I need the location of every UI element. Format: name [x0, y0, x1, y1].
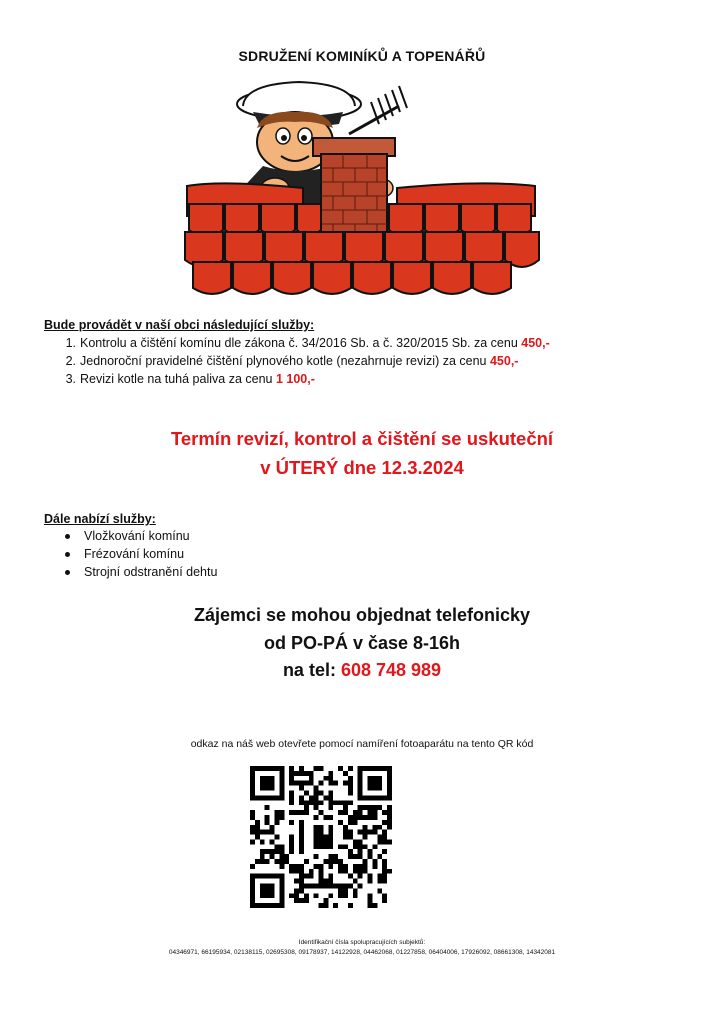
service-text: Kontrolu a čištění komínu dle zákona č. 34/2016 Sb. a č. 320/2015 Sb. za cenu [80, 336, 522, 350]
service-price: 1 100,- [275, 372, 315, 386]
extra-services-heading: Dále nabízí služby: [44, 512, 156, 526]
phone-number[interactable]: 608 748 989 [340, 660, 442, 680]
service-number: 1. [65, 336, 76, 350]
service-text: Revizi kotle na tuhá paliva za cenu [80, 372, 276, 386]
service-number: 3. [65, 372, 76, 386]
service-text: Jednoroční pravidelné čištění plynového kotle (nezahrnuje revizi) za cenu [80, 354, 490, 368]
qr-code-icon[interactable] [250, 766, 392, 908]
extra-services-list [62, 527, 217, 581]
qr-caption: odkaz na náš web otevřete pomocí namíření fotoaparátu na tento QR kód [190, 738, 534, 750]
services-list [58, 334, 550, 388]
extra-service-item [62, 527, 217, 545]
bullet-icon [65, 570, 70, 575]
headline-date: v ÚTERÝ dne 12.3.2024 [260, 457, 464, 478]
extra-service-text: Vložkování komínu [84, 529, 190, 543]
bullet-icon [65, 552, 70, 557]
service-item [58, 334, 550, 352]
service-price: 450,- [489, 354, 519, 368]
contact-line-1: Zájemci se mohou objednat telefonicky [193, 605, 531, 625]
extra-service-text: Strojní odstranění dehtu [84, 565, 218, 579]
footer-label: Identifikační čísla spolupracujících subjektů: [298, 939, 426, 946]
service-price: 450,- [521, 336, 550, 350]
phone-prefix: na tel: [282, 660, 341, 680]
extra-service-item [62, 545, 217, 563]
bullet-icon [65, 534, 70, 539]
footer-ids: 04346971, 66195934, 02138115, 02695308, 09178937, 14122928, 04462068, 01227858, 06404006, 17926092, 08661308, 14342081 [168, 949, 556, 956]
contact-hours: od PO-PÁ v čase 8-16h [263, 633, 461, 653]
services-heading: Bude provádět v naší obci následující služby: [44, 318, 315, 332]
page-title: SDRUŽENÍ KOMINÍKŮ A TOPENÁŘŮ [238, 48, 486, 64]
service-number: 2. [65, 354, 76, 368]
chimney-sweep-illustration [183, 76, 543, 300]
extra-service-text: Frézování komínu [84, 547, 185, 561]
service-item [58, 352, 550, 370]
contact-phone-line [0, 656, 724, 684]
headline-line-1: Termín revizí, kontrol a čištění se uskuteční [170, 428, 554, 449]
extra-service-item [62, 563, 217, 581]
service-item [58, 370, 550, 388]
